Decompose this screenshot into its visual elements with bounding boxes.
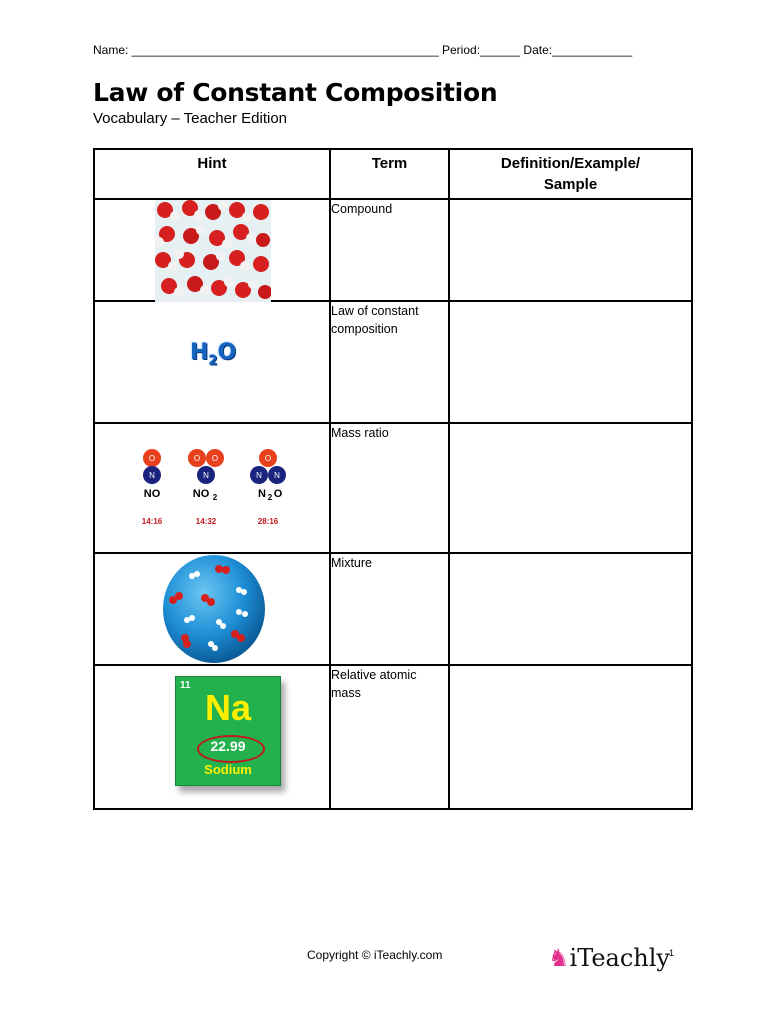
name-period-date-line: Name: ______________________________________________ Period:______ Date:____________ (93, 43, 633, 57)
definition-cell[interactable] (449, 553, 692, 665)
hint-relative-atomic-mass (94, 665, 330, 809)
svg-text:14:16: 14:16 (141, 517, 163, 526)
svg-text:N: N (258, 488, 266, 500)
term-cell: Compound (330, 199, 449, 301)
page-title: Law of Constant Composition (93, 78, 498, 107)
svg-text:2: 2 (267, 493, 273, 502)
svg-text:O: O (211, 454, 219, 463)
hint-law-of-constant-composition (94, 301, 330, 423)
term-cell: Mixture (330, 553, 449, 665)
vocabulary-table (93, 148, 693, 810)
column-header-term: Term (330, 149, 449, 199)
term-cell: Law of constant composition (330, 301, 449, 423)
svg-text:N: N (203, 471, 209, 480)
table-row (94, 301, 692, 423)
page-subtitle: Vocabulary – Teacher Edition (93, 110, 288, 127)
svg-text:NO: NO (192, 488, 210, 500)
svg-text:O: O (264, 454, 272, 463)
table-row (94, 553, 692, 665)
svg-text:28:16: 28:16 (257, 517, 279, 526)
table-row (94, 665, 692, 809)
hint-compound (94, 199, 330, 301)
hint-mass-ratio (94, 423, 330, 553)
definition-cell[interactable] (449, 423, 692, 553)
term-cell: Relative atomic mass (330, 665, 449, 809)
svg-text:14:32: 14:32 (195, 517, 217, 526)
element-symbol: Na (204, 687, 252, 728)
term-cell: Mass ratio (330, 423, 449, 553)
atomic-number: 11 (180, 680, 191, 691)
sodium-element-tile (175, 676, 281, 786)
svg-text:2: 2 (212, 493, 218, 502)
svg-text:NO: NO (143, 488, 161, 500)
table-row (94, 423, 692, 553)
hint-mixture (94, 553, 330, 665)
definition-cell[interactable] (449, 301, 692, 423)
element-name: Sodium (204, 762, 252, 777)
column-header-hint: Hint (94, 149, 330, 199)
nitrogen-oxides-image (135, 448, 315, 538)
svg-text:O: O (148, 454, 156, 463)
definition-cell[interactable] (449, 665, 692, 809)
svg-text:N: N (256, 471, 262, 480)
column-header-definition: Definition/Example/ Sample (449, 149, 692, 199)
svg-text:N: N (149, 471, 155, 480)
logo-figure-icon: ♞ (548, 944, 570, 972)
mixture-sphere-image (159, 554, 269, 664)
table-row (94, 199, 692, 301)
svg-text:O: O (273, 488, 283, 500)
h2o-formula: $H_2O$ (190, 340, 237, 369)
definition-cell[interactable] (449, 199, 692, 301)
footer-copyright: Copyright © iTeachly.com (307, 948, 443, 962)
page-number: 1 (669, 948, 675, 958)
table-header-row (94, 149, 692, 199)
iteachly-logo: ♞iTeachly (548, 944, 670, 972)
atomic-mass: 22.99 (210, 738, 246, 754)
water-molecules-image (155, 200, 271, 302)
svg-text:N: N (274, 471, 280, 480)
svg-text:O: O (193, 454, 201, 463)
